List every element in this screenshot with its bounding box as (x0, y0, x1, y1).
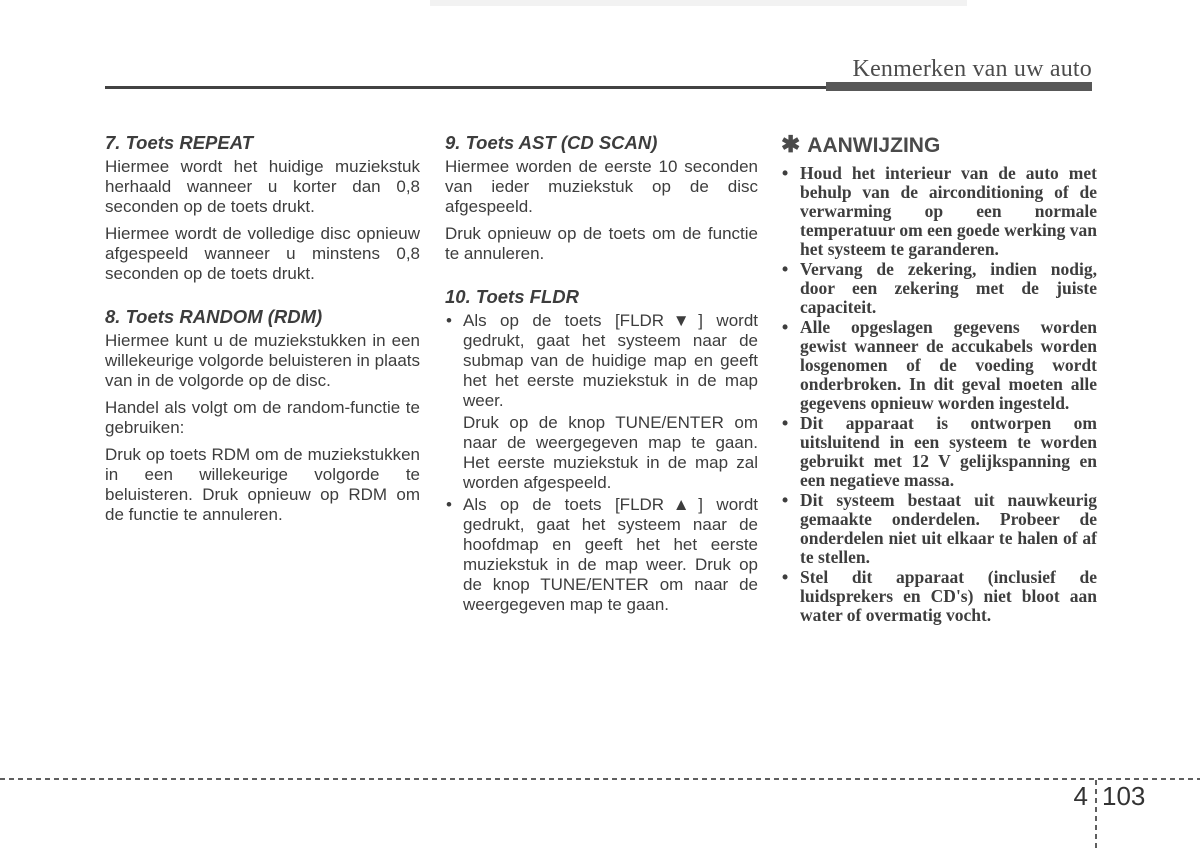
notice-body (781, 164, 1097, 625)
page-number-page: 103 (1102, 781, 1146, 811)
bullet-icon: • (782, 413, 789, 433)
page-title: Kenmerken van uw auto (852, 56, 1092, 82)
section-heading: 8. Toets RANDOM (RDM) (105, 306, 323, 327)
page-number-chapter: 4 (1073, 781, 1088, 811)
horizontal-dashed-rule (0, 778, 1200, 780)
notice-text: Dit systeem bestaat uit nauwkeurig gemaakte onderdelen. Probeer de onderdelen niet uit elkaar te halen of af te stellen. (800, 490, 1097, 567)
bullet-icon: • (782, 567, 789, 587)
section-heading: 7. Toets REPEAT (105, 132, 254, 153)
bullet-text: Als op de toets [FLDR▲] wordt gedrukt, gaat het systeem naar de hoofdmap en geeft het het eerste muziekstuk in de map weer. Druk op de knop TUNE/ENTER om naar de weergegeven map te gaan. (463, 495, 758, 614)
bullet-icon: • (782, 163, 789, 183)
notice-item (781, 491, 1097, 567)
section-toets-random (105, 305, 420, 525)
bullet-text: Als op de toets [FLDR▼] wordt gedrukt, gaat het systeem naar de submap van de huidige map en geeft het het eerste muziekstuk in de map weer. (463, 311, 758, 410)
header-accent-bar (826, 82, 1092, 91)
paragraph: Hiermee kunt u de muziekstukken in een willekeurige volgorde beluisteren in plaats van in de volgorde op de disc. (105, 331, 420, 390)
notice-item (781, 164, 1097, 259)
bullet-icon: • (446, 311, 452, 330)
asterisk-icon: ✱ (781, 131, 801, 157)
bullet-icon: • (782, 317, 789, 337)
paragraph: Hiermee wordt het huidige muziekstuk herhaald wanneer u korter dan 0,8 seconden op de toets drukt. (105, 157, 420, 216)
section-toets-repeat (105, 131, 420, 284)
notice-item (781, 568, 1097, 625)
bullet-item (445, 311, 758, 411)
bullet-icon: • (782, 490, 789, 510)
vertical-dashed-rule (1095, 780, 1097, 852)
top-edge-strip (430, 0, 967, 6)
column-ast-fldr (445, 131, 758, 617)
notice-title: AANWIJZING (807, 134, 941, 157)
notice-text: Alle opgeslagen gegevens worden gewist wanneer de accukabels worden losgenomen of de voeding wordt onderbroken. In dit geval moeten alle gegevens opnieuw worden ingesteld. (800, 317, 1097, 413)
column-notice (781, 131, 1097, 626)
bullet-icon: • (446, 495, 452, 514)
bullet-icon: • (782, 259, 789, 279)
notice-item (781, 414, 1097, 490)
bullet-item (445, 495, 758, 615)
section-toets-fldr (445, 285, 758, 615)
paragraph: Druk opnieuw op de toets om de functie te annuleren. (445, 224, 758, 263)
paragraph: Hiermee worden de eerste 10 seconden van ieder muziekstuk op de disc afgespeeld. (445, 157, 758, 216)
section-toets-ast (445, 131, 758, 264)
section-heading: 10. Toets FLDR (445, 286, 579, 307)
notice-text: Houd het interieur van de auto met behulp van de airconditioning of de verwarming op een normale temperatuur om een goede werking van het systeem te garanderen. (800, 163, 1097, 259)
notice-item (781, 318, 1097, 413)
section-heading: 9. Toets AST (CD SCAN) (445, 132, 658, 153)
notice-text: Stel dit apparaat (inclusief de luidsprekers en CD's) niet bloot aan water of overmatig vocht. (800, 567, 1097, 625)
notice-text: Dit apparaat is ontworpen om uitsluitend in een systeem te worden gebruikt met 12 V gelijkspanning en een negatieve massa. (800, 413, 1097, 490)
paragraph: Handel als volgt om de random-functie te gebruiken: (105, 398, 420, 437)
header-rule (105, 86, 826, 89)
bullet-continuation: Druk op de knop TUNE/ENTER om naar de weergegeven map te gaan. Het eerste muziekstuk in de map zal worden afgespeeld. (463, 413, 758, 492)
notice-item (781, 260, 1097, 317)
paragraph: Druk op toets RDM om de muziekstukken in een willekeurige volgorde te beluisteren. Druk opnieuw op RDM om de functie te annuleren. (105, 445, 420, 524)
paragraph: Hiermee wordt de volledige disc opnieuw afgespeeld wanneer u minstens 0,8 seconden op de toets drukt. (105, 224, 420, 283)
column-repeat-random (105, 131, 420, 525)
notice-heading (781, 131, 1097, 159)
notice-text: Vervang de zekering, indien nodig, door een zekering met de juiste capaciteit. (800, 259, 1097, 317)
